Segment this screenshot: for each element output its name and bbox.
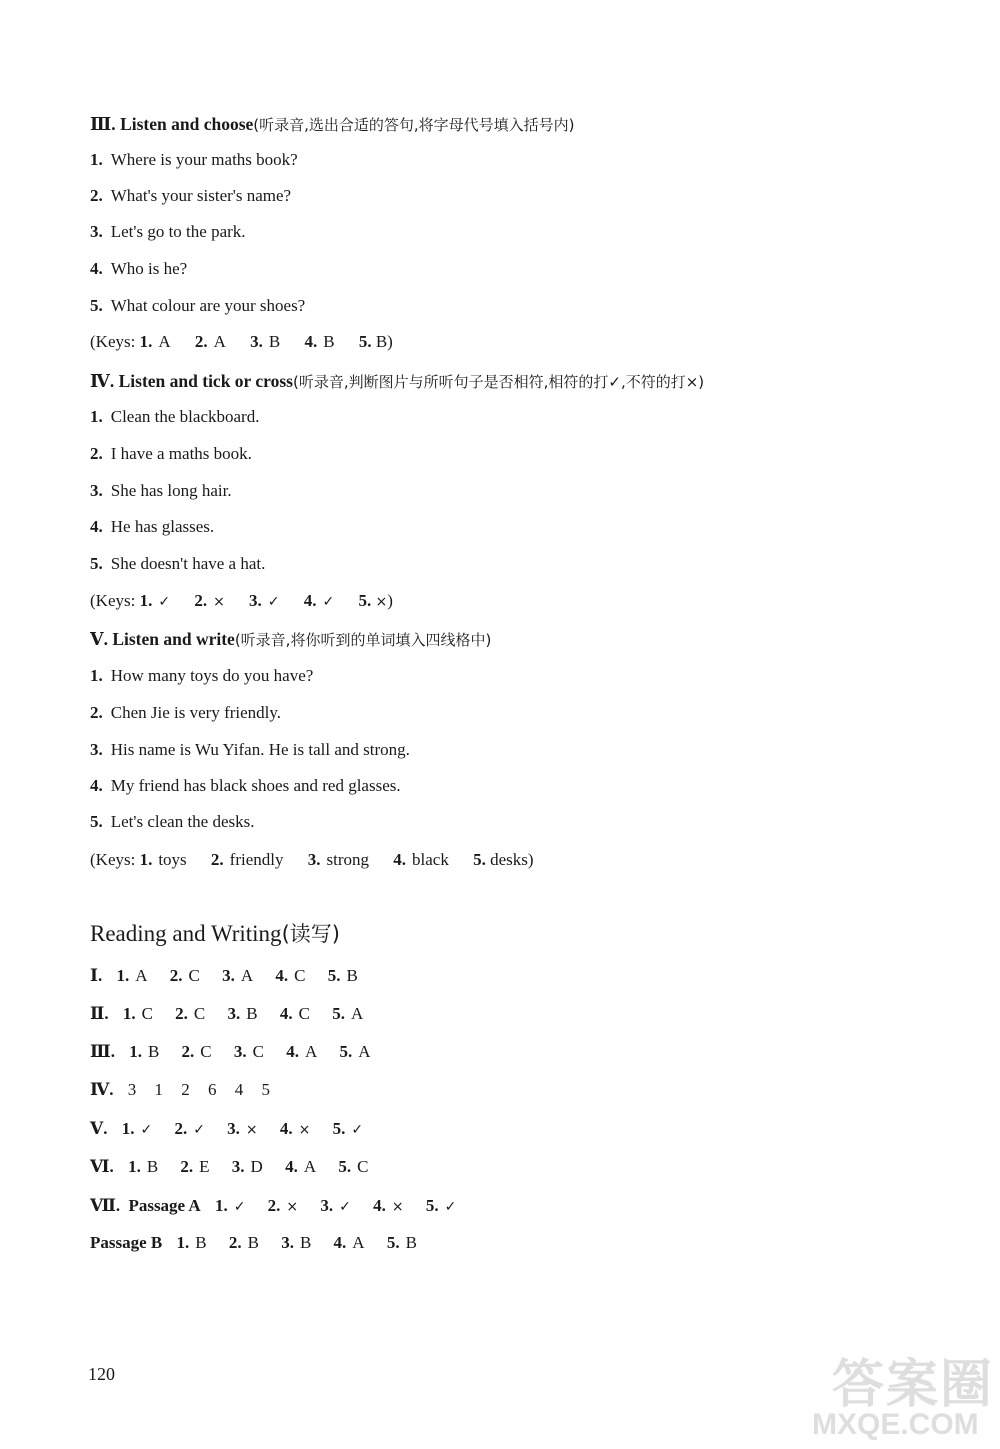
list-item bbox=[90, 149, 298, 171]
item-number: 1. bbox=[90, 407, 103, 426]
key-value: A bbox=[303, 1157, 317, 1176]
reading-writing-title bbox=[90, 918, 340, 948]
key-value: C bbox=[298, 1004, 310, 1023]
key-number: 3. bbox=[250, 332, 263, 351]
key-number: 1. bbox=[139, 850, 153, 869]
cross-mark-icon: × bbox=[298, 1122, 311, 1138]
key-number: 2. bbox=[194, 591, 208, 610]
order-value: 3 bbox=[127, 1080, 137, 1099]
cross-mark-icon: × bbox=[391, 1199, 404, 1215]
item-number: 5. bbox=[90, 554, 103, 573]
key-value: C bbox=[193, 1004, 206, 1023]
answer-row bbox=[90, 1118, 381, 1141]
section-4-heading bbox=[90, 370, 704, 393]
list-item bbox=[90, 443, 252, 465]
row-label: Ⅵ. bbox=[90, 1157, 114, 1176]
item-text: His name is Wu Yifan. He is tall and strong. bbox=[110, 740, 410, 759]
key-number: 5. bbox=[358, 591, 372, 610]
key-value: strong bbox=[326, 850, 369, 869]
item-text: She has long hair. bbox=[110, 481, 232, 500]
answer-row bbox=[90, 1079, 284, 1101]
item-text: I have a maths book. bbox=[110, 444, 252, 463]
key-value: E bbox=[199, 1157, 210, 1176]
key-value: B bbox=[268, 332, 281, 351]
check-mark-icon: ✓ bbox=[233, 1199, 246, 1215]
watermark-text: 答案圈 bbox=[832, 1355, 995, 1415]
key-number: 5. bbox=[338, 1157, 352, 1176]
key-number: 5. bbox=[327, 966, 341, 985]
key-number: 2. bbox=[267, 1196, 281, 1215]
list-item bbox=[90, 811, 255, 833]
key-number: 3. bbox=[222, 966, 235, 985]
item-text: Let's clean the desks. bbox=[110, 812, 255, 831]
check-mark-icon: ✓ bbox=[444, 1199, 457, 1215]
key-number: 3. bbox=[231, 1157, 245, 1176]
item-number: 4. bbox=[90, 776, 103, 795]
key-value: A bbox=[358, 1042, 371, 1061]
row-label: Ⅳ. bbox=[90, 1080, 114, 1099]
key-value: C bbox=[252, 1042, 264, 1061]
row-label: Ⅱ. bbox=[90, 1004, 109, 1023]
cross-mark-icon: × bbox=[286, 1199, 299, 1215]
key-value: A bbox=[213, 332, 226, 351]
keys-close: ) bbox=[387, 332, 393, 351]
section-roman: Ⅲ. bbox=[90, 114, 116, 134]
watermark-logo bbox=[812, 1340, 997, 1445]
item-number: 2. bbox=[90, 703, 103, 722]
section-note: (听录音,判断图片与所听句子是否相符,相符的打✓,不符的打×) bbox=[292, 373, 705, 391]
keys-close: ) bbox=[527, 850, 534, 869]
row-label: Ⅰ. bbox=[90, 966, 103, 985]
key-value: C bbox=[200, 1042, 212, 1061]
section-roman: Ⅴ. bbox=[90, 629, 108, 649]
item-text: Let's go to the park. bbox=[110, 222, 246, 241]
check-mark-icon: ✓ bbox=[193, 1122, 205, 1138]
key-value: B bbox=[247, 1233, 259, 1252]
key-number: 4. bbox=[285, 1157, 298, 1176]
answer-row bbox=[90, 1232, 435, 1254]
check-mark-icon: ✓ bbox=[140, 1122, 153, 1138]
item-number: 2. bbox=[90, 186, 103, 205]
key-number: 3. bbox=[227, 1004, 241, 1023]
order-value: 4 bbox=[234, 1080, 244, 1099]
key-value: B bbox=[299, 1233, 312, 1252]
answer-keys bbox=[90, 590, 393, 613]
row-label: Ⅲ. bbox=[90, 1042, 115, 1061]
answer-row bbox=[90, 1195, 474, 1218]
key-number: 5. bbox=[473, 850, 486, 869]
key-number: 5. bbox=[332, 1004, 345, 1023]
key-number: 4. bbox=[393, 850, 406, 869]
key-number: 4. bbox=[333, 1233, 347, 1252]
key-number: 3. bbox=[233, 1042, 247, 1061]
keys-open: (Keys: bbox=[90, 850, 136, 869]
key-number: 1. bbox=[128, 1157, 141, 1176]
section-note: (听录音,选出合适的答句,将字母代号填入括号内) bbox=[253, 116, 575, 134]
passage-label: Passage B bbox=[90, 1233, 163, 1252]
key-value: C bbox=[141, 1004, 153, 1023]
key-value: black bbox=[412, 850, 449, 869]
key-number: 2. bbox=[175, 1004, 188, 1023]
list-item bbox=[90, 480, 232, 502]
key-number: 2. bbox=[228, 1233, 242, 1252]
item-number: 1. bbox=[90, 666, 103, 685]
section-title: Listen and write bbox=[112, 629, 235, 649]
row-label: Ⅴ. bbox=[90, 1119, 108, 1138]
key-number: 2. bbox=[180, 1157, 194, 1176]
item-text: Who is he? bbox=[110, 259, 188, 278]
key-number: 5. bbox=[339, 1042, 353, 1061]
key-number: 1. bbox=[129, 1042, 142, 1061]
key-value: B bbox=[375, 332, 388, 351]
list-item bbox=[90, 516, 214, 538]
cross-mark-icon: × bbox=[213, 594, 225, 610]
item-number: 3. bbox=[90, 222, 103, 241]
list-item bbox=[90, 665, 313, 687]
keys-open: (Keys: bbox=[90, 591, 136, 610]
check-mark-icon: ✓ bbox=[267, 594, 280, 610]
order-value: 1 bbox=[154, 1080, 164, 1099]
keys-open: (Keys: bbox=[90, 332, 136, 351]
check-mark-icon: ✓ bbox=[339, 1199, 351, 1215]
item-number: 5. bbox=[90, 296, 103, 315]
item-number: 4. bbox=[90, 259, 103, 278]
key-number: 1. bbox=[214, 1196, 228, 1215]
list-item bbox=[90, 295, 305, 317]
list-item bbox=[90, 739, 410, 761]
item-text: Where is your maths book? bbox=[110, 150, 298, 169]
list-item bbox=[90, 775, 401, 797]
answer-keys bbox=[90, 331, 393, 353]
key-number: 2. bbox=[210, 850, 224, 869]
key-number: 1. bbox=[176, 1233, 190, 1252]
key-value: A bbox=[304, 1042, 318, 1061]
order-value: 5 bbox=[261, 1080, 271, 1099]
key-number: 3. bbox=[307, 850, 321, 869]
keys-close: ) bbox=[387, 591, 393, 610]
row-label: Ⅶ. bbox=[90, 1196, 121, 1215]
key-value: B bbox=[405, 1233, 417, 1252]
key-number: 4. bbox=[286, 1042, 299, 1061]
key-number: 4. bbox=[303, 591, 317, 610]
list-item bbox=[90, 221, 246, 243]
key-value: B bbox=[323, 332, 335, 351]
section-note: (听录音,将你听到的单词填入四线格中) bbox=[234, 631, 492, 649]
key-value: desks bbox=[490, 850, 528, 869]
item-text: What colour are your shoes? bbox=[110, 296, 306, 315]
item-text: How many toys do you have? bbox=[110, 666, 314, 685]
key-number: 1. bbox=[139, 591, 153, 610]
item-number: 2. bbox=[90, 444, 103, 463]
key-number: 4. bbox=[275, 966, 289, 985]
key-number: 4. bbox=[304, 332, 318, 351]
item-number: 3. bbox=[90, 740, 103, 759]
key-value: B bbox=[147, 1042, 160, 1061]
key-number: 5. bbox=[386, 1233, 400, 1252]
check-mark-icon: ✓ bbox=[158, 594, 171, 610]
section-title: Listen and tick or cross bbox=[118, 371, 293, 391]
item-text: He has glasses. bbox=[110, 517, 215, 536]
key-value: C bbox=[294, 966, 306, 985]
key-number: 1. bbox=[121, 1119, 135, 1138]
key-value: A bbox=[350, 1004, 364, 1023]
key-number: 2. bbox=[174, 1119, 188, 1138]
check-mark-icon: ✓ bbox=[322, 594, 335, 610]
passage-label: Passage A bbox=[128, 1196, 201, 1215]
check-mark-icon: ✓ bbox=[351, 1122, 364, 1138]
section-5-heading bbox=[90, 628, 491, 651]
answer-row bbox=[90, 1156, 386, 1178]
title-cn: (读写) bbox=[281, 922, 340, 946]
cross-mark-icon: × bbox=[375, 594, 388, 610]
section-roman: Ⅳ. bbox=[90, 371, 115, 391]
item-text: Chen Jie is very friendly. bbox=[110, 703, 282, 722]
key-number: 3. bbox=[249, 591, 262, 610]
item-number: 5. bbox=[90, 812, 103, 831]
key-value: B bbox=[346, 966, 358, 985]
key-number: 2. bbox=[169, 966, 183, 985]
key-number: 5. bbox=[425, 1196, 439, 1215]
item-text: What's your sister's name? bbox=[110, 186, 292, 205]
key-number: 5. bbox=[332, 1119, 346, 1138]
key-value: B bbox=[146, 1157, 159, 1176]
page-number: 120 bbox=[88, 1364, 115, 1384]
item-number: 1. bbox=[90, 150, 103, 169]
key-number: 1. bbox=[122, 1004, 136, 1023]
key-value: C bbox=[188, 966, 200, 985]
section-3-heading bbox=[90, 113, 575, 136]
key-number: 4. bbox=[373, 1196, 386, 1215]
list-item bbox=[90, 185, 291, 207]
key-number: 3. bbox=[320, 1196, 334, 1215]
key-number: 4. bbox=[279, 1119, 293, 1138]
key-value: B bbox=[195, 1233, 207, 1252]
item-text: Clean the blackboard. bbox=[110, 407, 260, 426]
answer-row bbox=[90, 1041, 389, 1063]
title-en: Reading and Writing bbox=[90, 921, 282, 946]
item-number: 3. bbox=[90, 481, 103, 500]
answer-row bbox=[90, 965, 376, 987]
key-value: A bbox=[352, 1233, 365, 1252]
list-item bbox=[90, 553, 265, 575]
list-item bbox=[90, 702, 281, 724]
key-number: 5. bbox=[358, 332, 372, 351]
key-value: D bbox=[250, 1157, 263, 1176]
key-value: A bbox=[240, 966, 254, 985]
key-value: toys bbox=[158, 850, 187, 869]
key-number: 3. bbox=[281, 1233, 294, 1252]
answer-keys bbox=[90, 849, 534, 871]
answer-row bbox=[90, 1003, 381, 1025]
key-number: 1. bbox=[116, 966, 130, 985]
key-value: friendly bbox=[229, 850, 284, 869]
key-number: 2. bbox=[194, 332, 208, 351]
cross-mark-icon: × bbox=[245, 1122, 258, 1138]
list-item bbox=[90, 406, 259, 428]
key-number: 1. bbox=[139, 332, 153, 351]
key-value: A bbox=[135, 966, 148, 985]
item-number: 4. bbox=[90, 517, 103, 536]
key-value: A bbox=[158, 332, 171, 351]
key-number: 4. bbox=[279, 1004, 293, 1023]
watermark-url: MXQE.COM bbox=[812, 1408, 979, 1441]
key-number: 2. bbox=[181, 1042, 195, 1061]
item-text: She doesn't have a hat. bbox=[110, 554, 266, 573]
key-value: C bbox=[357, 1157, 369, 1176]
order-value: 2 bbox=[181, 1080, 190, 1099]
key-value: B bbox=[246, 1004, 258, 1023]
section-title: Listen and choose bbox=[120, 114, 254, 134]
list-item bbox=[90, 258, 187, 280]
order-value: 6 bbox=[208, 1080, 217, 1099]
item-text: My friend has black shoes and red glasses. bbox=[110, 776, 401, 795]
key-number: 3. bbox=[227, 1119, 240, 1138]
